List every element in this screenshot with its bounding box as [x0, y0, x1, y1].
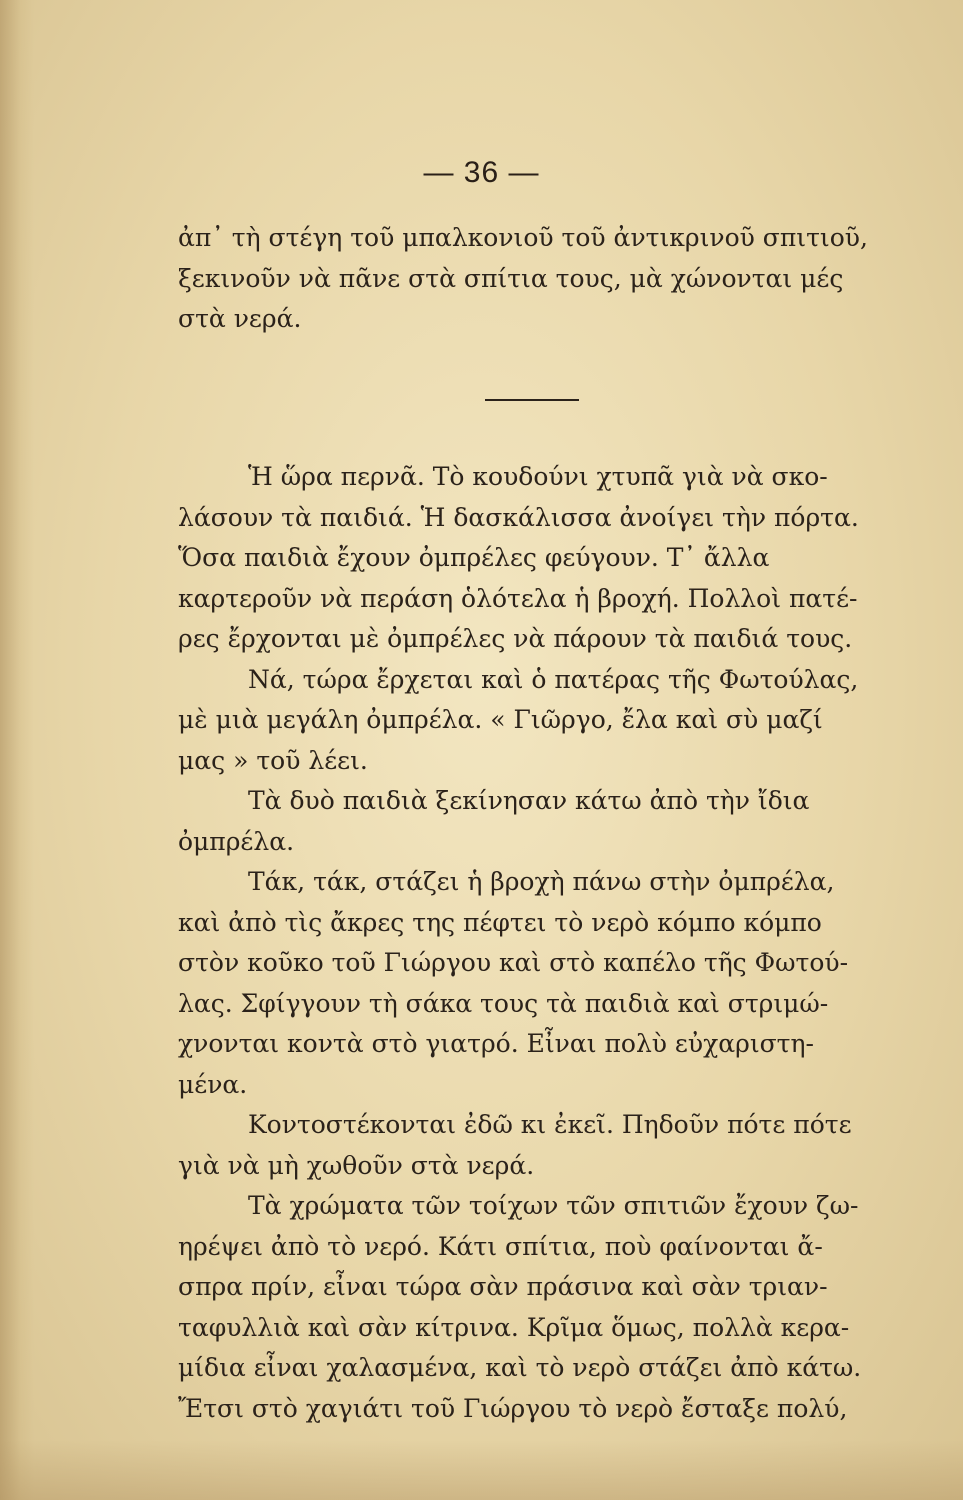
- text-line: Τάκ, τάκ, στάζει ἡ βροχὴ πάνω στὴν ὀμπρέλα,: [248, 867, 835, 896]
- paragraph-continuation: [178, 218, 938, 340]
- text-line: Κοντοστέκονται ἐδῶ κι ἐκεῖ. Πηδοῦν πότε πότε: [248, 1110, 852, 1139]
- text-line: στὰ νερά.: [178, 304, 302, 333]
- page-number: — 36 —: [423, 156, 540, 189]
- text-line: ρες ἔρχονται μὲ ὀμπρέλες νὰ πάρουν τὰ παιδιά τους.: [178, 624, 853, 653]
- text-line: γιὰ νὰ μὴ χωθοῦν στὰ νερά.: [178, 1150, 535, 1180]
- text-line: καὶ ἀπὸ τὶς ἄκρες της πέφτει τὸ νερὸ κόμπο κόμπο: [178, 907, 822, 937]
- text-line: σπρα πρίν, εἶναι τώρα σὰν πράσινα καὶ σὰν τριαν-: [178, 1272, 828, 1301]
- text-line: μας » τοῦ λέει.: [178, 745, 368, 775]
- section-separator-rule: [485, 399, 579, 401]
- page-left-edge-shadow: [0, 0, 34, 1500]
- text-line: καρτεροῦν νὰ περάση ὁλότελα ἡ βροχή. Πολλοὶ πατέ-: [178, 583, 858, 613]
- text-line: λας. Σφίγγουν τὴ σάκα τους τὰ παιδιὰ καὶ στριμώ-: [178, 988, 829, 1018]
- text-line: μὲ μιὰ μεγάλη ὀμπρέλα. « Γιῶργο, ἔλα καὶ σὺ μαζί: [178, 705, 823, 734]
- text-line: ηρέψει ἀπὸ τὸ νερό. Κάτι σπίτια, ποὺ φαίνονται ἄ-: [178, 1231, 823, 1261]
- text-line: Τὰ χρώματα τῶν τοίχων τῶν σπιτιῶν ἔχουν ζω-: [248, 1191, 859, 1220]
- main-text: [178, 457, 938, 1429]
- text-line: ἀπ᾽ τὴ στέγη τοῦ μπαλκονιοῦ τοῦ ἀντικρινοῦ σπιτιοῦ,: [178, 223, 868, 252]
- text-line: χνονται κοντὰ στὸ γιατρό. Εἶναι πολὺ εὐχαριστη-: [178, 1029, 814, 1058]
- text-line: Τὰ δυὸ παιδιὰ ξεκίνησαν κάτω ἀπὸ τὴν ἴδια: [248, 786, 810, 815]
- text-line: ταφυλλιὰ καὶ σὰν κίτρινα. Κρῖμα ὅμως, πολλὰ κερα-: [178, 1312, 850, 1342]
- page-bottom-edge-shadow: [0, 1440, 963, 1500]
- text-line: ξεκινοῦν νὰ πᾶνε στὰ σπίτια τους, μὰ χώνονται μές: [178, 263, 844, 293]
- text-line: Νά, τώρα ἔρχεται καὶ ὁ πατέρας τῆς Φωτούλας,: [248, 664, 859, 694]
- text-line: μίδια εἶναι χαλασμένα, καὶ τὸ νερὸ στάζει ἀπὸ κάτω.: [178, 1353, 862, 1382]
- text-line: λάσουν τὰ παιδιά. Ἡ δασκάλισσα ἀνοίγει τὴν πόρτα.: [178, 502, 859, 532]
- text-line: μένα.: [178, 1069, 248, 1099]
- text-line: ὀμπρέλα.: [178, 826, 295, 856]
- text-line: Ἔτσι στὸ χαγιάτι τοῦ Γιώργου τὸ νερὸ ἔσταξε πολύ,: [178, 1393, 848, 1423]
- text-line: Ἡ ὥρα περνᾶ. Τὸ κουδούνι χτυπᾶ γιὰ νὰ σκο-: [248, 462, 828, 491]
- text-line: Ὅσα παιδιὰ ἔχουν ὀμπρέλες φεύγουν. Τ᾽ ἄλλα: [178, 543, 770, 572]
- text-line: στὸν κοῦκο τοῦ Γιώργου καὶ στὸ καπέλο τῆς Φωτού-: [178, 948, 849, 977]
